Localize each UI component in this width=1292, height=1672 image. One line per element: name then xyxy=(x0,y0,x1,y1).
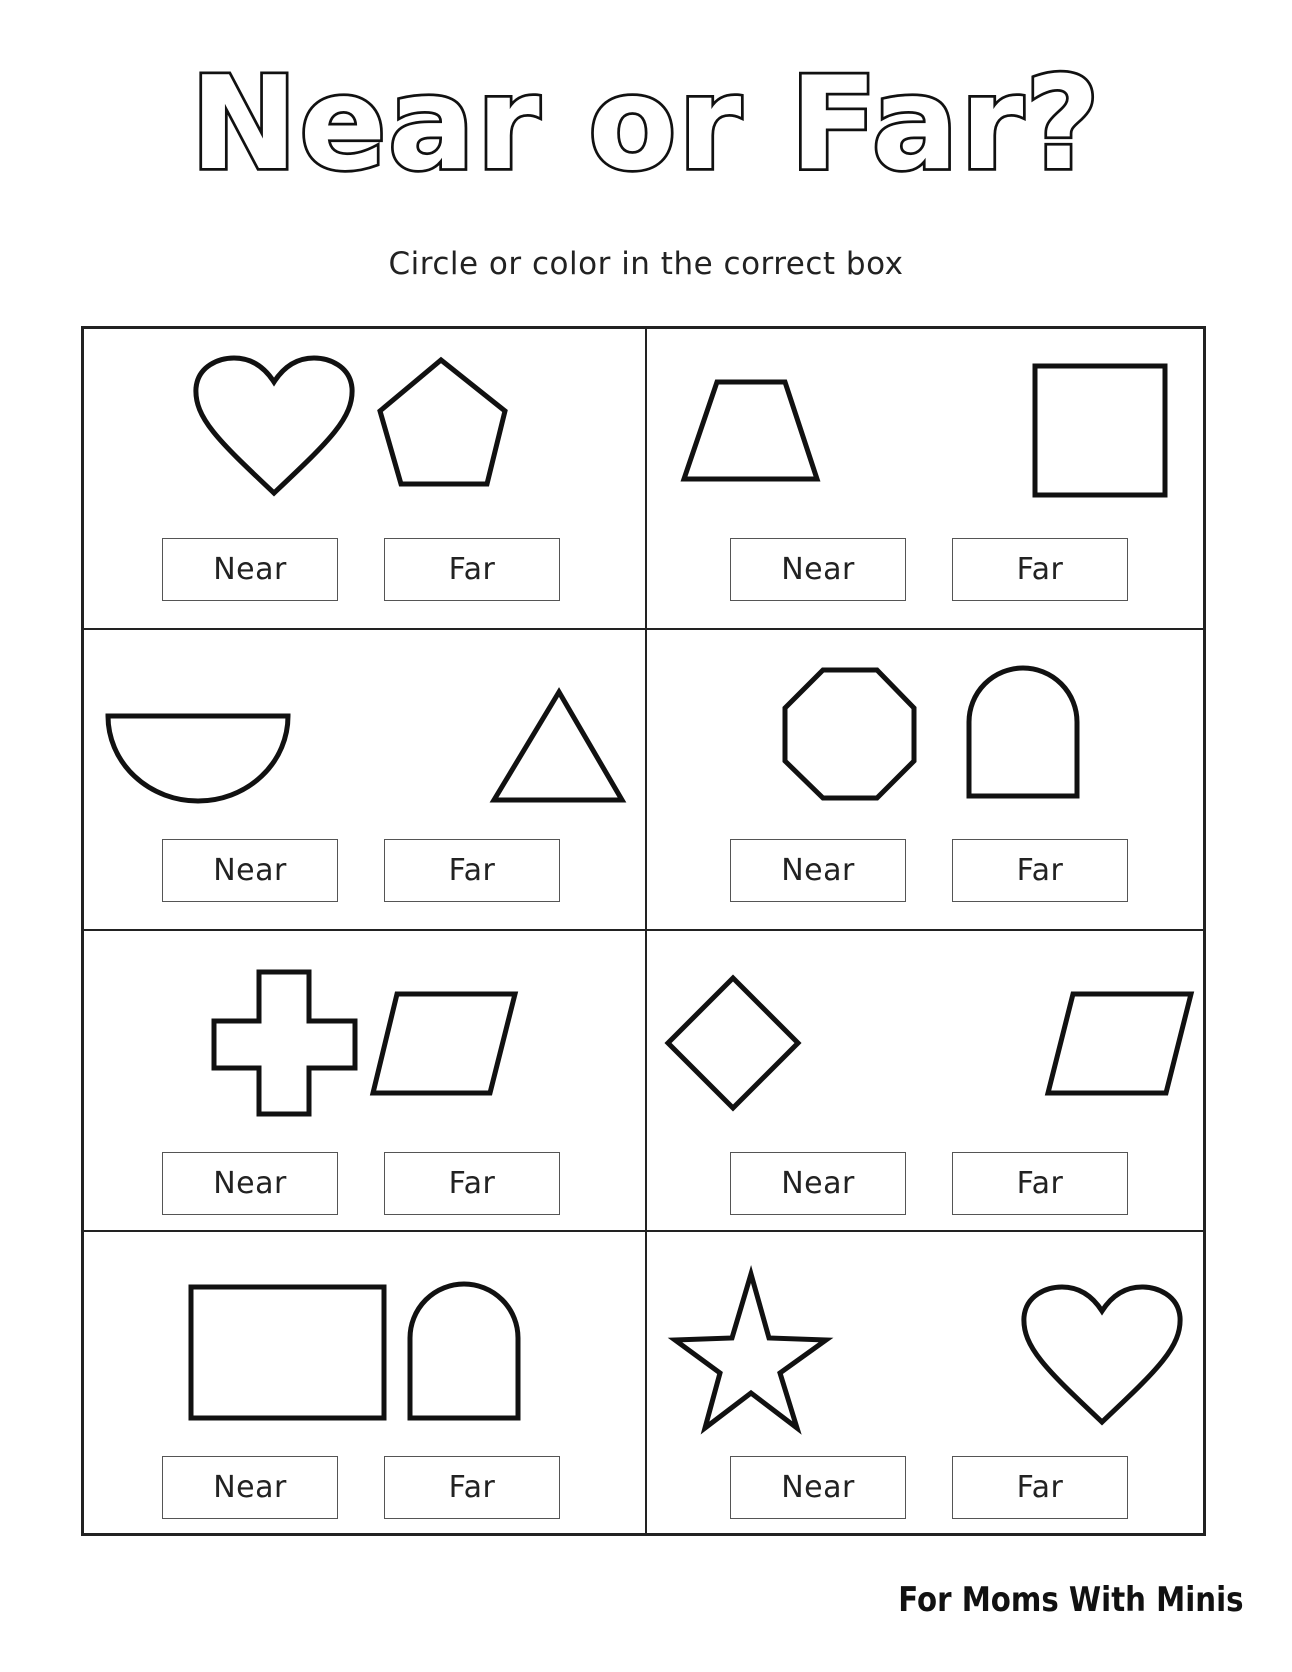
worksheet-grid xyxy=(81,326,1206,1536)
worksheet-cell xyxy=(647,329,1203,630)
far-answer-box[interactable]: Far xyxy=(952,538,1128,601)
near-answer-box[interactable]: Near xyxy=(162,1456,338,1519)
octagon-shape xyxy=(785,670,914,798)
far-answer-box[interactable]: Far xyxy=(952,839,1128,902)
triangle-shape xyxy=(494,692,622,800)
far-answer-box[interactable]: Far xyxy=(952,1456,1128,1519)
heart-shape xyxy=(196,358,352,493)
worksheet-cell xyxy=(647,931,1203,1232)
near-answer-box[interactable]: Near xyxy=(730,1456,906,1519)
parallelogram-shape xyxy=(373,994,515,1093)
semicircle-shape xyxy=(108,716,288,801)
diamond-shape xyxy=(668,978,798,1108)
heart-shape xyxy=(1024,1287,1180,1422)
trapezoid-shape xyxy=(684,382,817,479)
parallelogram-shape xyxy=(1048,994,1191,1093)
square-shape xyxy=(1035,366,1165,495)
far-answer-box[interactable]: Far xyxy=(384,839,560,902)
worksheet-cell xyxy=(84,329,647,630)
star-shape xyxy=(675,1274,826,1428)
near-answer-box[interactable]: Near xyxy=(162,1152,338,1215)
far-answer-box[interactable]: Far xyxy=(384,1152,560,1215)
near-answer-box[interactable]: Near xyxy=(730,839,906,902)
near-answer-box[interactable]: Near xyxy=(162,538,338,601)
far-answer-box[interactable]: Far xyxy=(952,1152,1128,1215)
worksheet-title: Near or Far? xyxy=(190,50,1102,190)
worksheet-cell xyxy=(84,931,647,1232)
worksheet-title-svg xyxy=(0,40,1292,190)
far-answer-box[interactable]: Far xyxy=(384,1456,560,1519)
worksheet-cell xyxy=(84,630,647,931)
worksheet-instruction: Circle or color in the correct box xyxy=(388,246,904,282)
near-answer-box[interactable]: Near xyxy=(162,839,338,902)
worksheet-title-area xyxy=(0,40,1292,190)
far-answer-box[interactable]: Far xyxy=(384,538,560,601)
rectangle-shape xyxy=(191,1287,384,1418)
cross-shape xyxy=(214,972,355,1114)
pentagon-shape xyxy=(380,360,505,484)
near-answer-box[interactable]: Near xyxy=(730,538,906,601)
worksheet-cell xyxy=(647,1232,1203,1533)
arch-shape xyxy=(969,668,1077,796)
brand-footer: For Moms With Minis xyxy=(898,1580,1244,1620)
worksheet-cell xyxy=(647,630,1203,931)
arch-shape xyxy=(410,1284,518,1418)
worksheet-cell xyxy=(84,1232,647,1533)
near-answer-box[interactable]: Near xyxy=(730,1152,906,1215)
